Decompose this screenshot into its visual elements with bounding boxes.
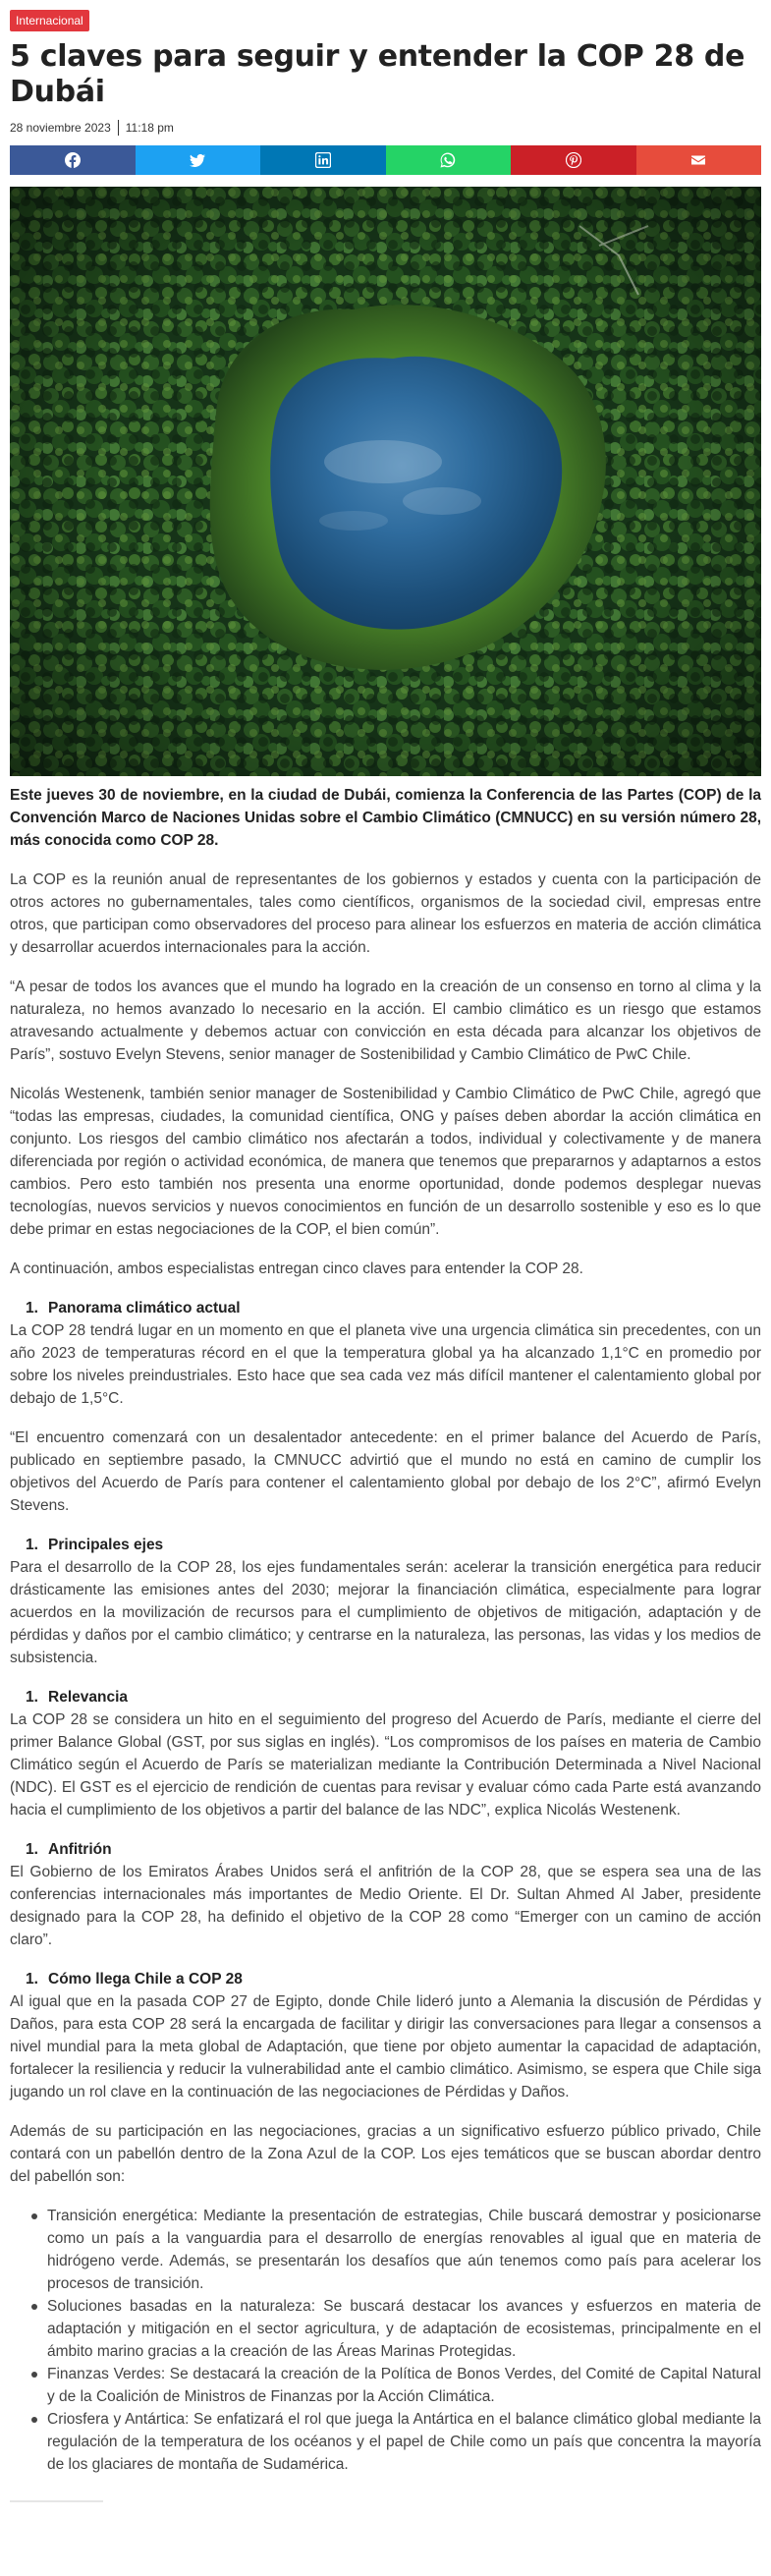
section-number: 1.	[26, 1841, 38, 1858]
intro-paragraph-2: “A pesar de todos los avances que el mundo ha logrado en la creación de un consenso en torno al clima y la naturaleza, no hemos avanzado lo necesario en la acción. El cambio climático es un riesgo que estamos atravesando actualmente y debemos actuar con convicción en esta década para alcanzar los objetivos de París”, sostuvo Evelyn Stevens, senior manager de Sostenibilidad y Cambio Climático de PwC Chile.	[10, 979, 761, 1063]
section-title: Panorama climático actual	[48, 1300, 241, 1316]
section-title: Anfitrión	[48, 1841, 112, 1858]
section-heading	[10, 1686, 761, 1708]
article-meta	[10, 120, 761, 136]
share-whatsapp-button[interactable]	[386, 145, 512, 175]
key-section-1	[10, 1297, 761, 1517]
whatsapp-icon	[440, 152, 456, 168]
section-body: La COP 28 tendrá lugar en un momento en que el planeta vive una urgencia climática sin precedentes, con un año 2023 de temperaturas récord en el que la temperatura global ya ha alcanzado 1,1°C en promedio por sobre los niveles preindustriales. Esto hace que sea cada vez más difícil mantener el calentamiento global por debajo de 1,5°C.	[10, 1322, 761, 1407]
linkedin-icon	[315, 152, 331, 168]
section-body: Al igual que en la pasada COP 27 de Egipto, donde Chile lideró junto a Alemania la discusión de Pérdidas y Daños, para esta COP 28 será la encargada de facilitar y dirigir las conversaciones para llegar a consensos a nivel mundial para la meta global de Adaptación, que tiene por objeto aumentar la capacidad de adaptación, fortalecer la resiliencia y reducir la vulnerabilidad ante el cambio climático. Asimismo, se espera que Chile siga jugando un rol clave en la continuación de las negociaciones de Pérdidas y Daños.	[10, 1993, 761, 2100]
section-title: Cómo llega Chile a COP 28	[48, 1971, 243, 1988]
hero-image	[10, 187, 761, 776]
share-email-button[interactable]	[636, 145, 762, 175]
section-heading	[10, 1838, 761, 1861]
pavilion-themes-list	[10, 2205, 761, 2476]
section-number: 1.	[26, 1537, 38, 1553]
article-lead: Este jueves 30 de noviembre, en la ciudad de Dubái, comienza la Conferencia de las Partes (COP) de la Convención Marco de Naciones Unidas sobre el Cambio Climático (CMNUCC) en su versión número 28, más conocida como COP 28.	[10, 787, 761, 849]
section-number: 1.	[26, 1689, 38, 1706]
email-icon	[690, 152, 706, 168]
section-heading	[10, 1534, 761, 1556]
key-section-2	[10, 1534, 761, 1669]
pinterest-icon	[566, 152, 581, 168]
closing-paragraph: Además de su participación en las negociaciones, gracias a un significativo esfuerzo público privado, Chile contará con un pabellón dentro de la Zona Azul de la COP. Los ejes temáticos que se buscan abordar dentro del pabellón son:	[10, 2123, 761, 2185]
publish-time: 11:18 pm	[125, 121, 174, 135]
section-title: Relevancia	[48, 1689, 128, 1706]
section-number: 1.	[26, 1971, 38, 1988]
list-item: Soluciones basadas en la naturaleza: Se buscará destacar los avances y esfuerzos en materia de adaptación y mitigación en el sector agricultura, y de adaptación de ecosistemas, principalmente en el ámbito marino gracias a la creación de las Áreas Marinas Protegidas.	[47, 2295, 761, 2363]
footer-divider	[10, 2500, 103, 2502]
forest-lake-aerial-image	[10, 187, 761, 776]
section-heading	[10, 1297, 761, 1319]
section-body: Para el desarrollo de la COP 28, los ejes fundamentales serán: acelerar la transición energética para reducir drásticamente las emisiones antes del 2030; mejorar la financiación climática, especialmente para lograr acuerdos en la movilización de recursos para el cumplimiento de objetivos de mitigación, adaptación y de pérdidas y daños por el cambio climático; y centrarse en la naturaleza, las personas, las vidas y los medios de subsistencia.	[10, 1559, 761, 1666]
share-bar	[10, 145, 761, 175]
share-twitter-button[interactable]	[136, 145, 261, 175]
list-item: Finanzas Verdes: Se destacará la creación de la Política de Bonos Verdes, del Comité de Capital Natural y de la Coalición de Ministros de Finanzas por la Acción Climática.	[47, 2363, 761, 2408]
section-title: Principales ejes	[48, 1537, 164, 1553]
key-section-5	[10, 1968, 761, 2103]
section-body: La COP 28 se considera un hito en el seguimiento del progreso del Acuerdo de París, mediante el cierre del primer Balance Global (GST, por sus siglas en inglés). “Los compromisos de los países en materia de Cambio Climático según el Acuerdo de París se materializan mediante la Contribución Determinada a Nivel Nacional (NDC). El GST es el ejercicio de rendición de cuentas para revisar y evaluar cómo cada Parte está avanzando hacia el cumplimiento de los objetivos a partir del balance de las NDC”, explica Nicolás Westenenk.	[10, 1711, 761, 1819]
facebook-icon	[65, 152, 81, 168]
publish-date: 28 noviembre 2023	[10, 121, 111, 135]
article-title: 5 claves para seguir y entender la COP 28 de Dubái	[10, 39, 745, 109]
category-badge[interactable]: Internacional	[10, 10, 89, 31]
section-quote: “El encuentro comenzará con un desalentador antecedente: en el primer balance del Acuerdo de París, publicado en septiembre pasado, la CMNUCC advirtió que el mundo no está en camino de cumplir los objetivos del Acuerdo de París para contener el calentamiento global por debajo de los 2°C”, afirmó Evelyn Stevens.	[10, 1429, 761, 1514]
list-item: Transición energética: Mediante la presentación de estrategias, Chile buscará demostrar y posicionarse como un país a la vanguardia para el desarrollo de energías renovables al igual que en materia de hidrógeno verde. Además, se presentarán los desafíos que aún tenemos como país para acelerar los procesos de transición.	[47, 2205, 761, 2295]
share-pinterest-button[interactable]	[511, 145, 636, 175]
section-heading	[10, 1968, 761, 1990]
key-section-3	[10, 1686, 761, 1821]
twitter-icon	[190, 152, 205, 168]
section-body: El Gobierno de los Emiratos Árabes Unidos será el anfitrión de la COP 28, que se espera sea una de las conferencias internacionales más importantes de Medio Oriente. El Dr. Sultan Ahmed Al Jaber, presidente designado para la COP 28, ha definido el objetivo de la COP 28 como “Emerger con un camino de acción claro”.	[10, 1864, 761, 1948]
share-linkedin-button[interactable]	[260, 145, 386, 175]
intro-paragraph-4: A continuación, ambos especialistas entregan cinco claves para entender la COP 28.	[10, 1260, 583, 1277]
share-facebook-button[interactable]	[10, 145, 136, 175]
key-section-4	[10, 1838, 761, 1951]
list-item: Criosfera y Antártica: Se enfatizará el rol que juega la Antártica en el balance climático global mediante la regulación de la temperatura de los océanos y el papel de Chile como un país que concentra la mayoría de los glaciares de montaña de Sudamérica.	[47, 2408, 761, 2476]
section-number: 1.	[26, 1300, 38, 1316]
intro-paragraph-1: La COP es la reunión anual de representantes de los gobiernos y estados y cuenta con la participación de otros actores no gubernamentales, tales como científicos, organismos de la sociedad civil, empresas entre otros, que participan como observadores del proceso para alinear los esfuerzos en materia de acción climática y desarrollar acuerdos internacionales para la acción.	[10, 871, 761, 956]
meta-divider	[118, 120, 119, 136]
intro-paragraph-3: Nicolás Westenenk, también senior manager de Sostenibilidad y Cambio Climático de PwC Chile, agregó que “todas las empresas, ciudades, la comunidad científica, ONG y países deben abordar la acción climática en conjunto. Los riesgos del cambio climático nos afectarán a todos, individual y colectivamente y de manera diferenciada por región o actividad económica, de manera que tenemos que prepararnos y adaptarnos a estos cambios. Pero esto también nos presenta una enorme oportunidad, donde podemos desplegar nuevas tecnologías, nuevos servicios y nuevos conocimientos en función de un desarrollo sostenible y eso es lo que debe primar en estas negociaciones de la COP, el bien común”.	[10, 1086, 761, 1238]
